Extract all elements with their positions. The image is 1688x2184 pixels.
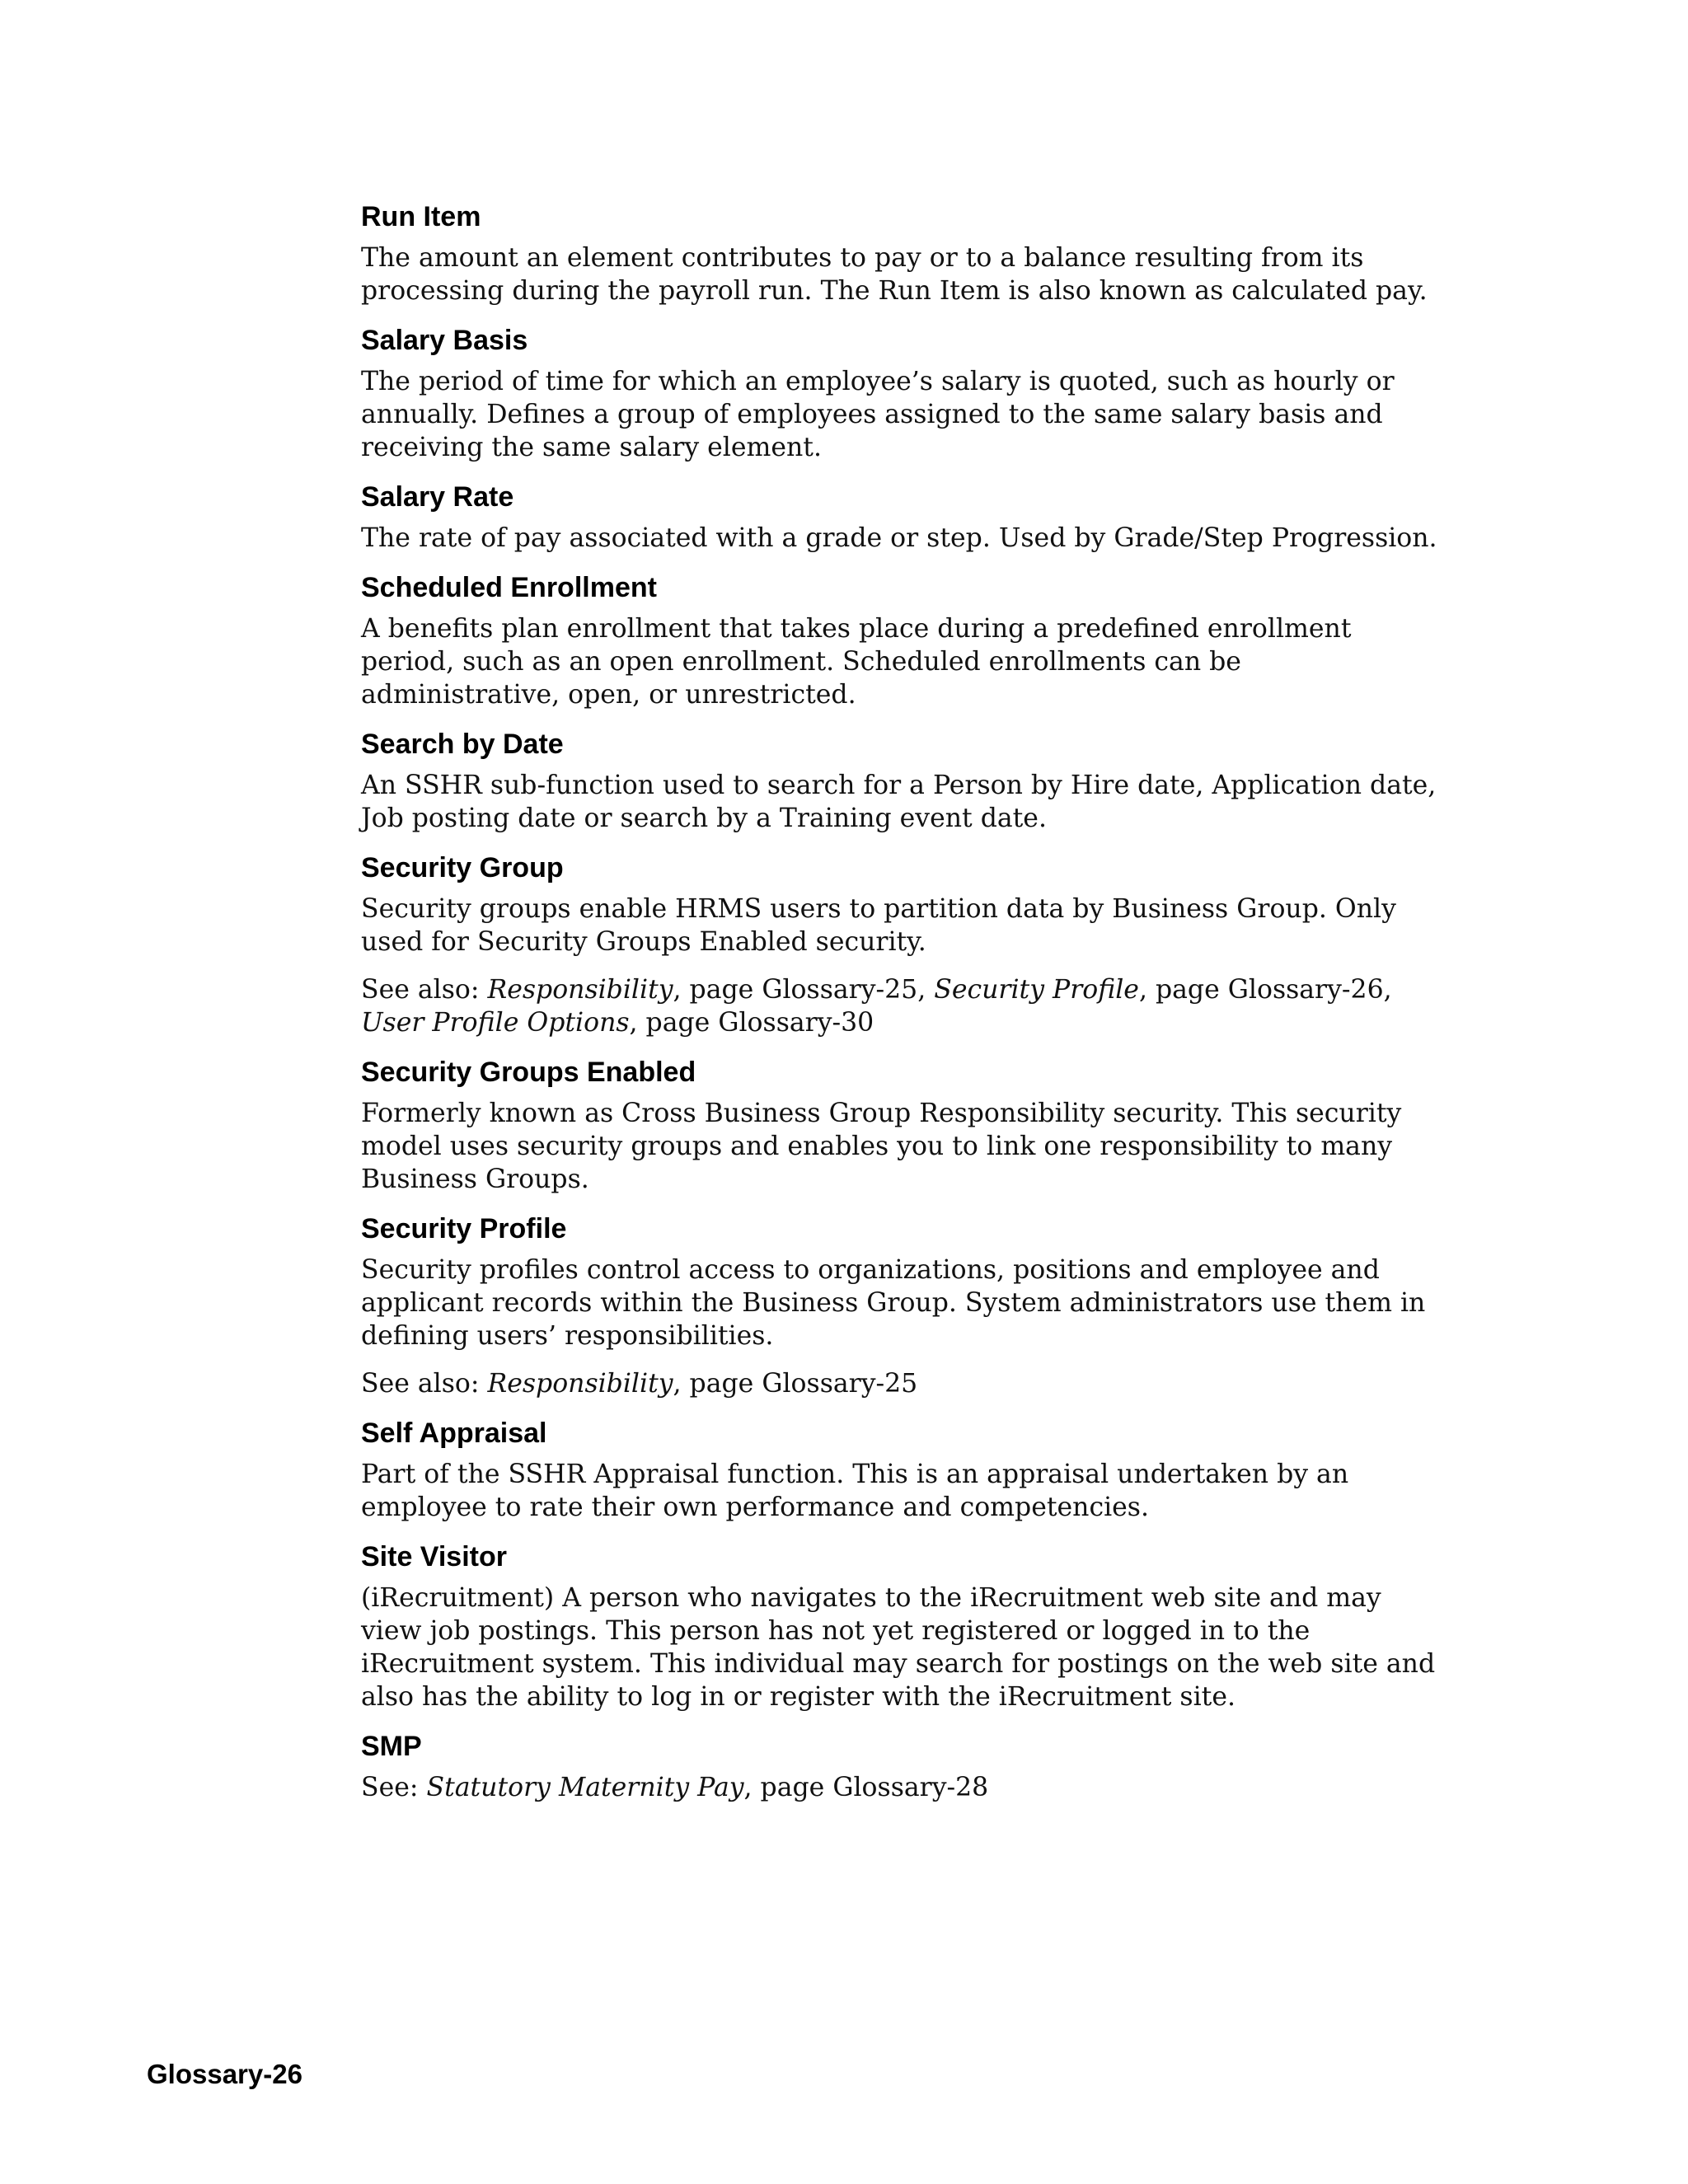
glossary-entry [361,1415,1441,1524]
definition-text: See: [361,1773,427,1802]
glossary-entry [361,479,1441,555]
glossary-definition [361,365,1441,464]
glossary-term: Salary Basis [361,325,528,356]
page-footer-label: Glossary-26 [147,2059,302,2089]
glossary-term: Run Item [361,201,481,232]
glossary-definition [361,241,1441,307]
glossary-entry [361,199,1441,307]
definition-text: See also: [361,1369,488,1399]
cross-reference-title: Security Profile [934,975,1139,1005]
definition-text: , page Glossary-25, [673,975,935,1005]
glossary-entry [361,322,1441,464]
glossary-term: Security Groups Enabled [361,1057,696,1088]
glossary-definition [361,973,1441,1039]
glossary-term: Security Profile [361,1213,567,1244]
glossary-definition [361,1367,1441,1400]
glossary-definition [361,769,1441,835]
glossary-term: Search by Date [361,729,564,760]
definition-text: The period of time for which an employee’s salary is quoted, such as hourly or annually. Defines a group of employees assigned to the same salary basis and receiving the same salary element. [361,367,1395,462]
definition-text: Security profiles control access to organizations, positions and employee and applicant records within the Business Group. System administrators use them in defining users’ responsibilities. [361,1255,1426,1351]
glossary-definition [361,1771,1441,1804]
cross-reference-title: Responsibility [487,975,673,1005]
glossary-definition [361,1097,1441,1196]
definition-text: The rate of pay associated with a grade or step. Used by Grade/Step Progression. [361,523,1437,553]
glossary-term: Self Appraisal [361,1418,547,1449]
glossary-term: SMP [361,1731,422,1762]
definition-text: Part of the SSHR Appraisal function. This is an appraisal undertaken by an employee to rate their own performance and competencies. [361,1460,1349,1522]
glossary-definition [361,1582,1441,1713]
cross-reference-title: User Profile Options [361,1008,630,1038]
glossary-entry [361,569,1441,711]
glossary-definition [361,522,1441,555]
glossary-entry [361,1054,1441,1196]
glossary-definition [361,1458,1441,1524]
definition-text: The amount an element contributes to pay or to a balance resulting from its processing during the payroll run. The Run Item is also known as calculated pay. [361,243,1428,306]
definition-text: A benefits plan enrollment that takes place during a predefined enrollment period, such as an open enrollment. Scheduled enrollments can be administrative, open, or unrestricted. [361,614,1352,710]
glossary-definition [361,893,1441,958]
glossary-term: Security Group [361,852,564,883]
definition-text: Formerly known as Cross Business Group Responsibility security. This security model uses security groups and enables you to link one responsibility to many Business Groups. [361,1099,1402,1194]
definition-text: , page Glossary-30 [629,1008,874,1038]
glossary-term: Scheduled Enrollment [361,572,657,603]
definition-text: , page Glossary-26, [1138,975,1392,1005]
definition-text: Security groups enable HRMS users to partition data by Business Group. Only used for Security Groups Enabled security. [361,894,1396,957]
glossary-term: Salary Rate [361,481,514,513]
glossary-definition [361,1254,1441,1352]
glossary-entry [361,1211,1441,1400]
glossary-entry [361,726,1441,835]
glossary-entry [361,850,1441,1039]
definition-text: , page Glossary-28 [743,1773,989,1802]
cross-reference-title: Responsibility [487,1369,673,1399]
cross-reference-title: Statutory Maternity Pay [426,1773,744,1802]
glossary-entry [361,1728,1441,1804]
definition-text: See also: [361,975,488,1005]
glossary-term: Site Visitor [361,1541,507,1572]
glossary-definition [361,612,1441,711]
definition-text: An SSHR sub-function used to search for a Person by Hire date, Application date, Job posting date or search by a Training event date. [361,771,1437,833]
definition-text: , page Glossary-25 [673,1369,918,1399]
glossary-content [361,199,1441,1819]
glossary-entry [361,1539,1441,1713]
definition-text: (iRecruitment) A person who navigates to the iRecruitment web site and may view job postings. This person has not yet registered or logged in to the iRecruitment system. This individual may search for postings on the web site and also has the ability to log in or register with the iRecruitment site. [361,1583,1436,1712]
